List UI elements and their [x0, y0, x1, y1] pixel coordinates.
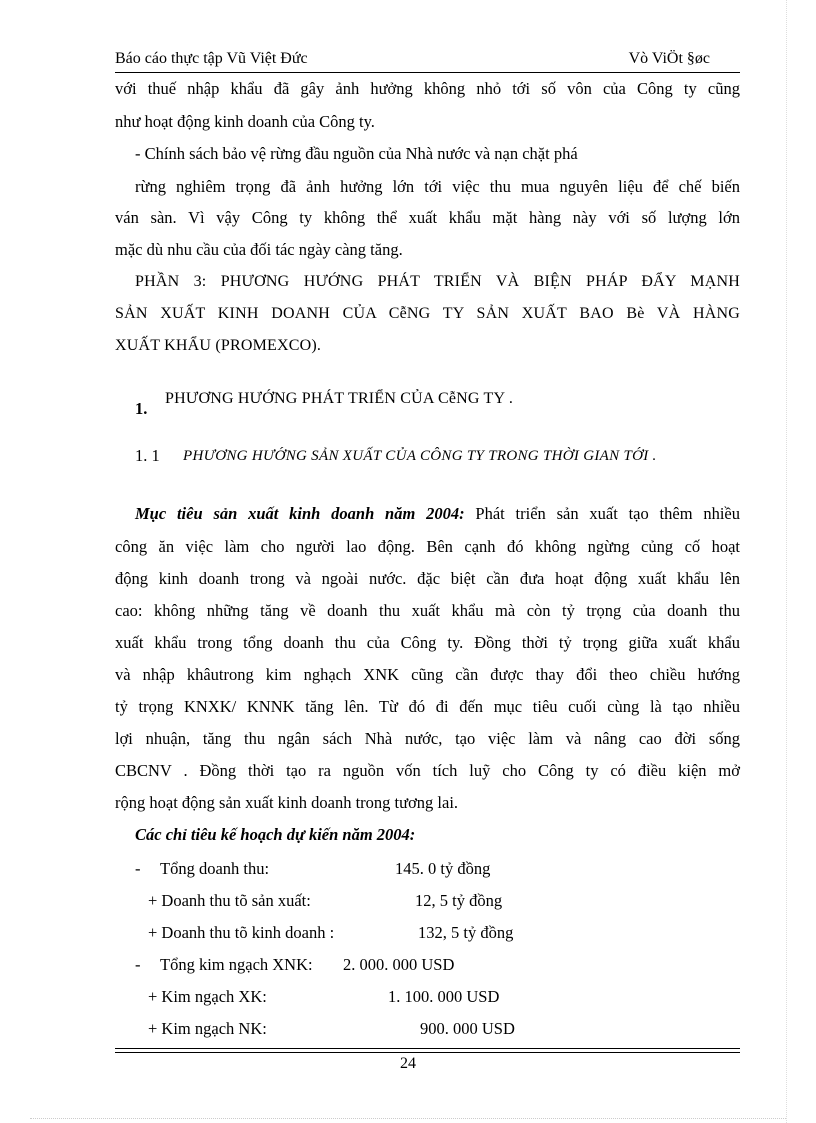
body-line: xuất khẩu trong tổng doanh thu của Công ty. Đồng thời tỷ trọng giữa xuất khẩu	[115, 633, 740, 652]
footer-rule	[115, 1048, 740, 1049]
body-line: rộng hoạt động sản xuất kinh doanh trong tương lai.	[115, 793, 459, 812]
footer-rule	[115, 1052, 740, 1053]
goal-text: Phát triển sản xuất tạo thêm nhiều	[475, 504, 741, 523]
body-line: công ăn việc làm cho người lao động. Bên cạnh đó không ngừng củng cố hoạt	[115, 537, 740, 556]
plan-label: Tổng doanh thu:	[160, 859, 270, 878]
part-heading-line: SẢN XUẤT KINH DOANH CỦA CễNG TY SẢN XUẤT BAO Bè VÀ HÀNG	[115, 305, 740, 322]
subsection-title: PHƯƠNG HƯỚNG SẢN XUẤT CỦA CÔNG TY TRONG THỜI GIAN TỚI .	[183, 448, 657, 464]
page-number: 24	[400, 1055, 416, 1072]
header-left-title: Báo cáo thực tập Vũ Việt Đức	[115, 50, 308, 67]
part-heading-line: PHẦN 3: PHƯƠNG HƯỚNG PHÁT TRIỂN VÀ BIỆN PHÁP ĐẨY MẠNH	[135, 273, 740, 290]
part-heading-line: XUẤT KHẨU (PROMEXCO).	[115, 337, 322, 354]
body-line: như hoạt động kinh doanh của Công ty.	[115, 112, 375, 131]
plan-value: 900. 000 USD	[420, 1019, 515, 1038]
goal-label: Mục tiêu sản xuất kinh doanh năm 2004:	[135, 504, 465, 523]
body-line: tỷ trọng KNXK/ KNNK tăng lên. Từ đó đi đến mục tiêu cuối cùng là tạo nhiều	[115, 697, 740, 716]
plan-label: + Doanh thu tõ kinh doanh :	[148, 923, 335, 942]
section-title: PHƯƠNG HƯỚNG PHÁT TRIỂN CỦA CễNG TY .	[165, 390, 514, 407]
plan-label: + Kim ngạch XK:	[148, 987, 267, 1006]
plan-label: + Doanh thu tõ sản xuất:	[148, 891, 311, 910]
body-line: CBCNV . Đồng thời tạo ra nguồn vốn tích luỹ cho Công ty có điều kiện mở	[115, 761, 740, 780]
body-line: rừng nghiêm trọng đã ảnh hưởng lớn tới việc thu mua nguyên liệu để chế biến	[135, 177, 740, 196]
body-line: với thuế nhập khẩu đã gây ảnh hưởng không nhỏ tới số vôn của Công ty cũng	[115, 79, 740, 98]
plan-value: 132, 5 tỷ đồng	[418, 923, 514, 942]
subsection-number: 1. 1	[135, 446, 160, 465]
plan-bullet: -	[135, 955, 141, 974]
body-line: lợi nhuận, tăng thu ngân sách Nhà nước, tạo việc làm và nâng cao đời sống	[115, 729, 740, 748]
body-line: cao: không những tăng về doanh thu xuất khẩu mà còn tỷ trọng của doanh thu	[115, 601, 740, 620]
header-right-author: Vò ViÖt §øc	[628, 50, 710, 67]
page-header	[115, 50, 740, 73]
plan-bullet: -	[135, 859, 141, 878]
body-line: ván sàn. Vì vậy Công ty không thể xuất khẩu mặt hàng này với số lượng lớn	[115, 208, 740, 227]
plan-label: Tổng kim ngạch XNK:	[160, 955, 313, 974]
plan-value: 1. 100. 000 USD	[388, 987, 500, 1006]
section-number: 1.	[135, 399, 148, 418]
body-line: mặc dù nhu cầu của đối tác ngày càng tăng.	[115, 240, 403, 259]
body-line: và nhập khâutrong kim nghạch XNK cũng cần được thay đổi theo chiều hướng	[115, 665, 740, 684]
body-line: - Chính sách bảo vệ rừng đầu nguồn của Nhà nước và nạn chặt phá	[135, 144, 578, 163]
goal-paragraph-first-line	[135, 503, 740, 525]
plan-value: 2. 000. 000 USD	[343, 955, 455, 974]
page-edge-dotted-line	[30, 1118, 786, 1119]
plan-value: 145. 0 tỷ đồng	[395, 859, 491, 878]
plan-label: + Kim ngạch NK:	[148, 1019, 267, 1038]
plan-value: 12, 5 tỷ đồng	[415, 891, 503, 910]
body-line: động kinh doanh trong và ngoài nước. đặc biệt cần đưa hoạt động xuất khẩu lên	[115, 569, 740, 588]
page-edge-dotted-line	[786, 0, 787, 1123]
plan-heading: Các chỉ tiêu kế hoạch dự kiến năm 2004:	[135, 825, 416, 844]
